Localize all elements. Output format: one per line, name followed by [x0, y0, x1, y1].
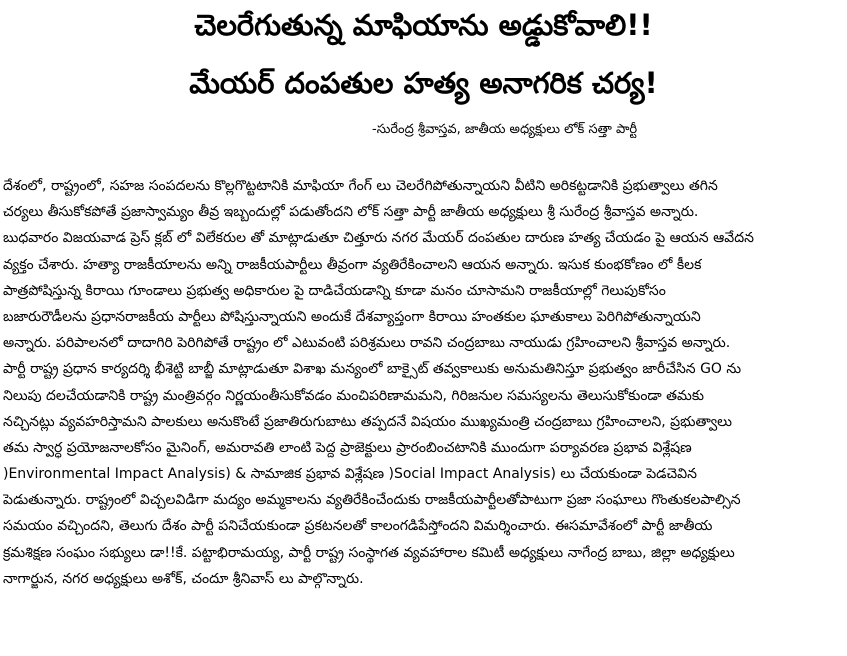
body-line: తమ స్వార్ధ ప్రయోజనాలకోసం మైనింగ్, అమరావతి లాంటి పెద్ద ప్రాజెక్టులు ప్రారంబించటానికి ముందుగా పర్యావరణ ప్రభావ విశ్లేషణ: [3, 439, 692, 456]
body-line: )Environmental Impact Analysis) & సామాజిక ప్రభావ విశ్లేషణ )Social Impact Analysis) లు చేయకుండా పెడచెవిన: [3, 466, 697, 483]
body-line: నాగార్జున, నగర అధ్యక్షులు అశోక్, చందూ శ్రీనివాస్ లు పాల్గొన్నారు.: [3, 570, 364, 587]
body-line: చర్యలు తీసుకోకపోతే ప్రజాస్వామ్యం తీవ్ర ఇబ్బందుల్లో పడుతోందని లోక్ సత్తా పార్టీ జాతీయ అధ్యక్షులు శ్రీ సురేంద్ర శ్రీవాస్తవ అన్నారు.: [3, 204, 699, 221]
headline-primary: చెలరేగుతున్న మాఫియాను అడ్డుకోవాలి!!: [194, 8, 653, 42]
body-line: పాత్రపోషిస్తున్న కిరాయి గూండాలు ప్రభుత్వ అధికారుల పై దాడిచేయడాన్ని కూడా మనం చూసామని రాజకీయాల్లో గెలుపుకోసం: [3, 282, 666, 299]
body-line: క్రమశిక్షణ సంఘం సభ్యులు డా!!కే. పట్టాభిరామయ్య, పార్టీ రాష్ట్ర సంస్థాగత వ్యవహారాల కమిటీ అధ్యక్షులు నాగేంద్ర బాబు, జిల్లా అధ్యక్షులు: [3, 544, 735, 561]
body-line: పెడుతున్నారు. రాష్ట్రంలో విచ్చలవిడిగా మద్యం అమ్మకాలను వ్యతిరేకించేందుకు రాజకీయపార్టీలతోపాటుగా ప్రజా సంఘాలు గొంతుకలపాల్సిన: [3, 492, 741, 509]
byline: -సురేంద్ర శ్రీవాస్తవ, జాతీయ అధ్యక్షులు లోక్ సత్తా పార్టీ: [372, 122, 638, 137]
body-line: నిలుపు దలచేయడానికి రాష్ట్ర మంత్రివర్గం నిర్ణయంతీసుకోవడం మంచిపరిణామమని, గిరిజనుల సమస్యలను తెలుసుకోకుండా తమకు: [3, 387, 705, 404]
article-body: [3, 173, 841, 592]
body-line: వ్యక్తం చేశారు. హత్యా రాజకీయాలను అన్ని రాజకీయపార్టీలు తీవ్రంగా వ్యతిరేకించాలని ఆయన అన్నారు. ఇసుక కుంభకోణం లో కీలక: [3, 256, 702, 273]
body-line: బుధవారం విజయవాడ ప్రెస్ క్లబ్ లో విలేకరుల తో మాట్లాడుతూ చిత్తూరు నగర మేయర్ దంపతుల దారుణ హత్య చేయడం పై ఆయన ఆవేదన: [3, 230, 754, 247]
body-line: అన్నారు. పరిపాలనలో దాదాగిరి పెరిగిపోతే రాష్ట్రం లో ఎటువంటి పరిశ్రమలు రావని చంద్రబాబు నాయుడు గ్రహించాలని శ్రీవాస్తవ అన్నారు.: [3, 335, 731, 352]
headline-secondary: మేయర్ దంపతుల హత్య అనాగరిక చర్య!: [189, 66, 658, 100]
body-line: సమయం వచ్చిందని, తెలుగు దేశం పార్టీ పనిచేయకుండా ప్రకటనలతో కాలంగడిపేస్తోందని విమర్శించారు. ఈసమావేశంలో పార్టీ జాతీయ: [3, 518, 713, 535]
body-line: దేశంలో, రాష్ట్రంలో, సహజ సంపదలను కొల్లగొట్టటానికి మాఫియా గేంగ్ లు చెలరేగిపోతున్నాయని వీటిని అరికట్టడానికి ప్రభుత్వాలు తగిన: [3, 178, 718, 194]
body-line: పార్టీ రాష్ట్ర ప్రధాన కార్యదర్శి భీశెట్టి బాబ్జీ మాట్లాడుతూ విశాఖ మన్యంలో బాక్సైట్ తవ్వకాలుకు అనుమతినిస్తూ ప్రభుత్వం జారీచేసిన GO ను: [3, 361, 742, 378]
body-line: నచ్చినట్లు వ్యవహరిస్తామని పాలకులు అనుకొంటే ప్రజాతిరుగుబాటు తప్పదనే విషయం ముఖ్యమంత్రి చంద్రబాబు గ్రహించాలని, ప్రభుత్వాలు: [3, 413, 732, 430]
body-line: బజారురౌడీలను ప్రధానరాజకీయ పార్టీలు పోషిస్తున్నాయని అందుకే దేశవ్యాప్తంగా కిరాయి హంతకుల ఘాతుకాలు పెరిగిపోతున్నాయని: [3, 308, 701, 325]
